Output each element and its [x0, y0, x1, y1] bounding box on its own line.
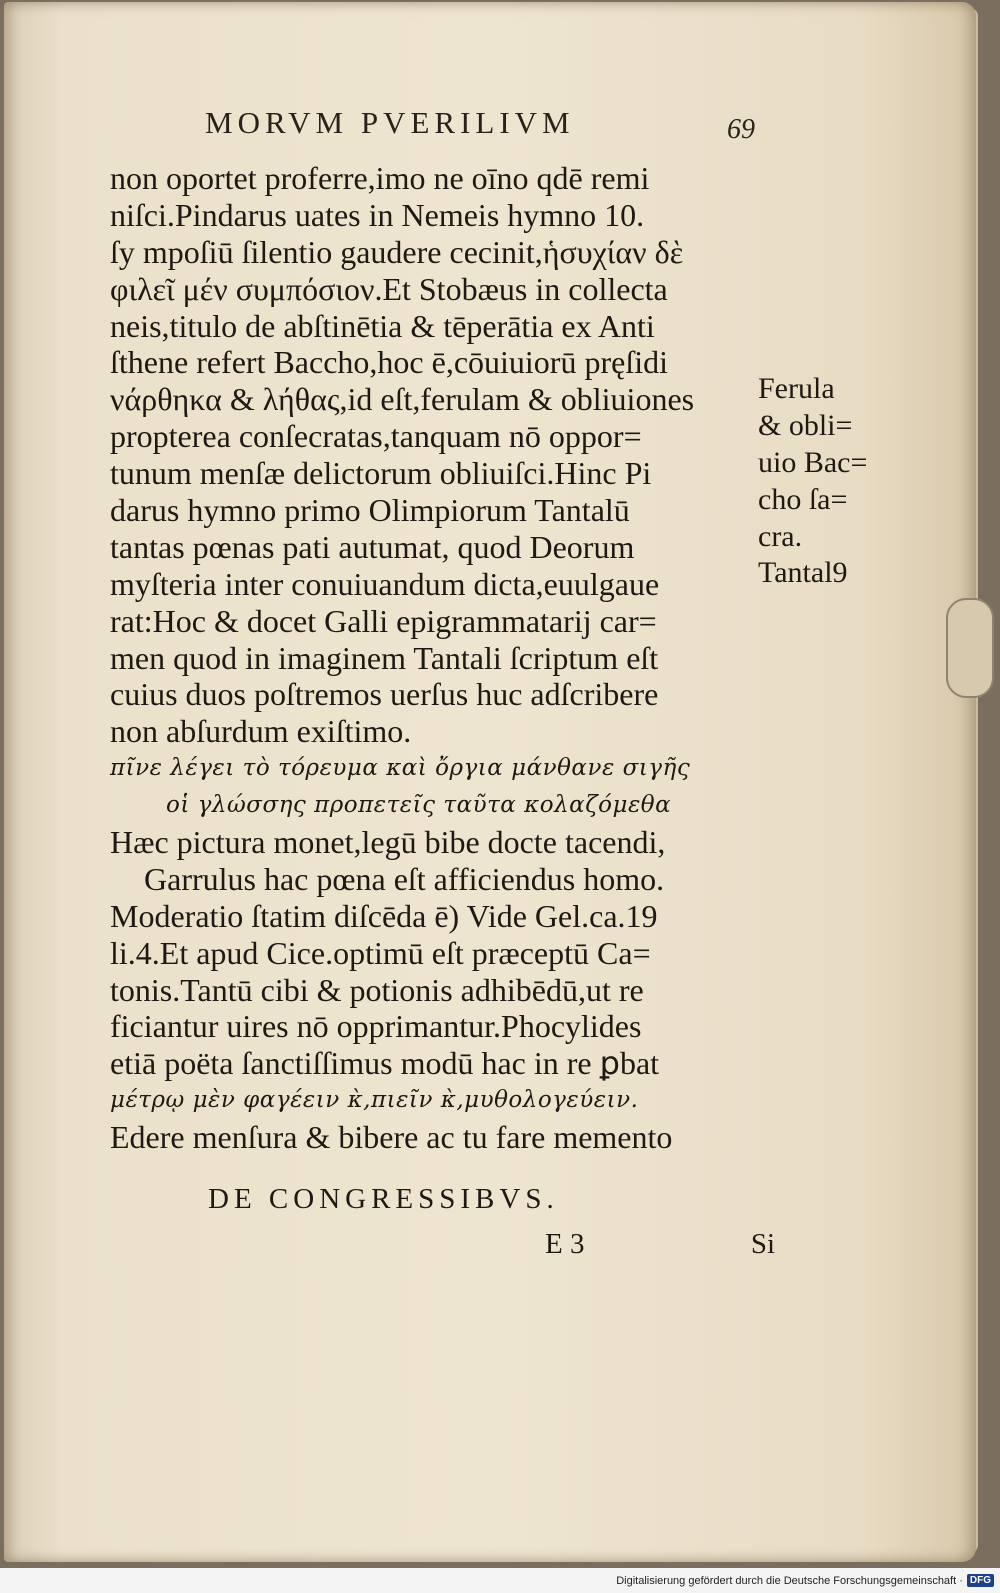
marginal-note: Ferula — [758, 372, 835, 405]
text-line: Moderatio ſtatim diſcēda ē) Vide Gel.ca.19 — [110, 897, 658, 934]
marginal-note: uio Bac= — [758, 445, 868, 479]
running-head: MORVM PVERILIVM — [205, 105, 575, 140]
text-line: Edere menſura & bibere ac tu fare memento — [110, 1119, 673, 1156]
text-line: men quod in imaginem Tantali ſcriptum eſt — [110, 639, 659, 676]
text-line: tonis.Tantū cibi & potionis adhibēdū,ut re — [110, 971, 644, 1008]
marginal-note: cra. — [758, 519, 803, 553]
text-line: ſthene refert Baccho,hoc ē,cōuiuiorū pręſidi — [110, 344, 668, 381]
signature-mark: E 3 — [545, 1228, 585, 1260]
text-line: νάρθηκα & λήθας,id eſt,ferulam & obliuiones — [110, 381, 695, 418]
greek-verse-line: οἱ γλώσσης προπετεῖς ταῦτα κολαζόμεθα — [166, 792, 672, 819]
catchword: Si — [750, 1228, 775, 1260]
text-line: cuius duos poſtremos uerſus huc adſcribere — [110, 676, 659, 713]
greek-line: μέτρῳ μὲν φαγέειν κ̀,πιεῖν κ̀,μυθολογεύειν. — [110, 1087, 639, 1114]
text-line: myſteria inter conuiuandum dicta,euulgaue — [110, 565, 660, 602]
marginal-notes — [758, 371, 898, 592]
text-line: φιλεῖ μέν συμπόσιον.Et Stobæus in collecta — [110, 270, 668, 307]
text-line: ficiantur uires nō opprimantur.Phocylides — [110, 1008, 642, 1045]
verse-line: Garrulus hac pœna eſt afficiendus homo. — [144, 860, 665, 897]
text-line: li.4.Et apud Cice.optimū eſt præceptū Ca= — [110, 934, 651, 971]
page-tab-marker — [946, 598, 994, 698]
text-line: neis,titulo de abſtinētia & tēperātia ex Anti — [110, 307, 655, 344]
text-line: ſy mpoſiū ſilentio gaudere cecinit,ἡσυχίαν δὲ — [110, 233, 684, 270]
text-line: tantas pœnas pati autumat, quod Deorum — [110, 528, 635, 565]
page-number: 69 — [727, 114, 755, 145]
text-line: non oportet proferre,imo ne oīno qdē remi — [110, 160, 650, 196]
text-line: propterea conſecratas,tanquam nō oppor= — [110, 418, 642, 455]
body-text — [110, 160, 760, 1156]
text-line: non abſurdum exiſtimo. — [110, 713, 412, 750]
credit-text: Digitalisierung gefördert durch die Deutsche Forschungsgemeinschaft · — [616, 1574, 963, 1587]
greek-verse-line: πῖνε λέγει τὸ τόρευμα καὶ ὄργια μάνθανε σιγῆς — [110, 755, 691, 782]
dfg-logo: DFG — [967, 1574, 994, 1587]
text-line: rat:Hoc & docet Galli epigrammatarij car= — [110, 602, 657, 639]
verse-line: Hæc pictura monet,legū bibe docte tacendi, — [110, 824, 666, 861]
text-line: tunum menſæ delictorum obliuiſci.Hinc Pi — [110, 455, 652, 492]
text-line: darus hymno primo Olimpiorum Tantalū — [110, 492, 630, 529]
marginal-note: cho ſa= — [758, 482, 848, 516]
text-line: etiā poëta ſanctiſſimus modū hac in re ꝑbat — [110, 1045, 660, 1082]
section-heading-catchline: DE CONGRESSIBVS. — [208, 1183, 559, 1215]
marginal-note: & obli= — [758, 408, 853, 442]
marginal-note: Tantal9 — [758, 556, 848, 590]
text-line: niſci.Pindarus uates in Nemeis hymno 10. — [110, 196, 645, 233]
digitization-credit — [0, 1568, 1000, 1593]
signature-line — [545, 1228, 775, 1261]
